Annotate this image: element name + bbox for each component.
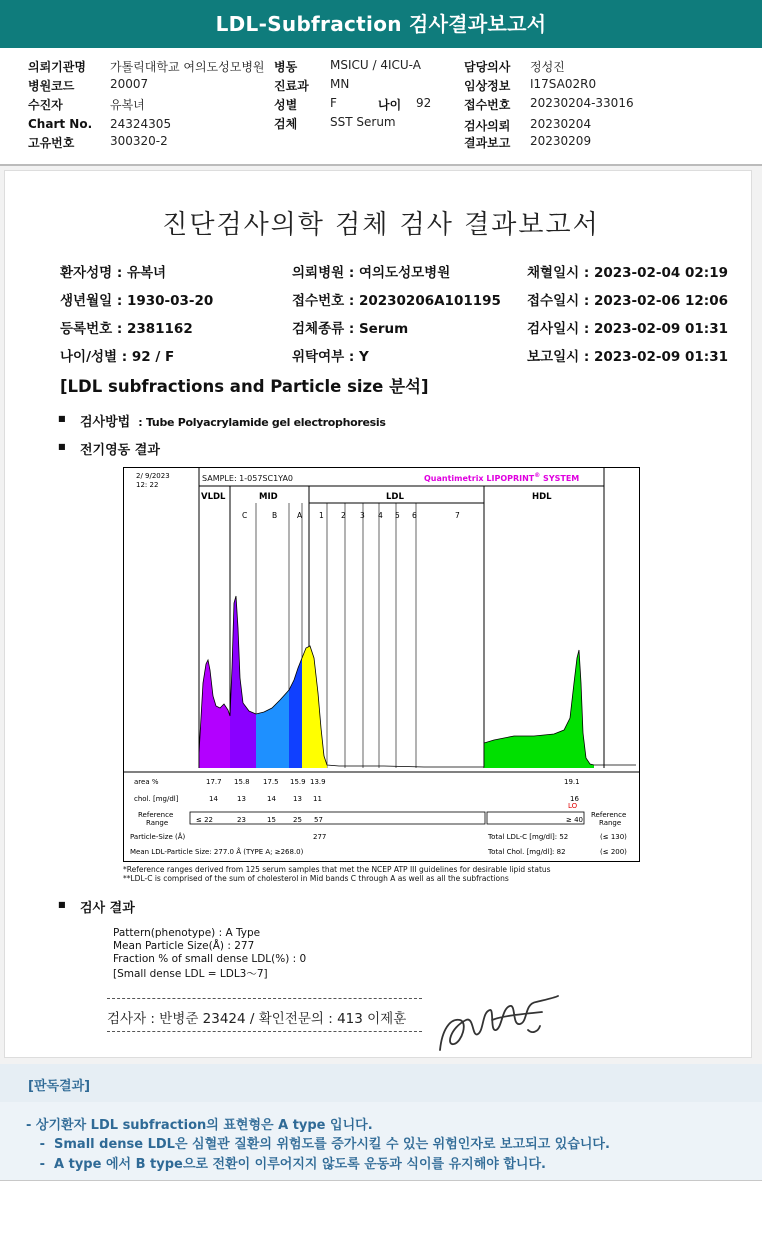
section-title: [LDL subfractions and Particle size 분석] [60,377,429,396]
interpretation-header [0,1064,762,1102]
ref-value: 25 [293,816,302,824]
row-label-ref-2: Range [146,819,169,827]
total-chol-ref: (≤ 200) [600,848,627,856]
field-receipt-time: 접수일시 : 2023-02-06 12:06 [527,293,728,309]
hdr-label-hospital-code: 병원코드 [28,79,75,93]
signature-text: 검사자 : 반병준 23424 / 확인전문의 : 413 이제훈 [107,1011,407,1027]
hdr-label-age: 나이 [378,98,402,112]
chart-date: 2/ 9/2023 [136,472,170,480]
chart-time: 12: 22 [136,481,159,489]
area-value: 17.7 [206,778,222,786]
title-bar [0,0,762,48]
field-specimen-type: 검체종류 : Serum [292,321,409,337]
electro-label: 전기영동 결과 [80,443,160,458]
hdr-value-age: 92 [416,96,432,110]
method-value-prefix: : [134,416,146,429]
result-label: 검사 결과 [80,901,135,916]
chart-sample: SAMPLE: 1-057SC1YA0 [202,474,294,483]
right-ref-label-1: Reference [591,811,627,819]
hdr-label-ward: 병동 [274,60,298,74]
result-bullet [80,897,135,916]
row-label-mean: Mean LDL-Particle Size: 277.0 Å (TYPE A; ≥268.0) [130,848,304,856]
subband-label-B: B [272,511,278,520]
ref-value: ≤ 22 [196,816,213,824]
field-registration-number: 등록번호 : 2381162 [60,321,193,337]
hdr-label-clinical-info: 임상정보 [464,79,511,93]
hdr-label-unique-no: 고유번호 [28,136,75,150]
field-receipt-number: 접수번호 : 20230206A101195 [292,293,501,309]
right-ref-label-2: Range [599,819,622,827]
hdr-label-request-date: 검사의뢰 [464,119,511,133]
area-value: 15.9 [290,778,306,786]
densitometry-curve [199,596,636,768]
area-value: 13.9 [310,778,326,786]
total-ldl: Total LDL-C [mg/dl]: 52 [488,833,569,841]
hdr-label-sex: 성별 [274,98,298,112]
result-pattern: Pattern(phenotype) : A Type [113,927,261,939]
hdr-value-specimen: SST Serum [330,115,396,129]
hdr-value-sex: F [330,96,337,110]
band-hdl [484,650,594,768]
result-mean-size: Mean Particle Size(Å) : 277 [113,940,255,952]
signature-line-bottom [107,1031,422,1032]
row-label-psize: Particle-Size (Å) [130,833,186,841]
subband-labels [242,511,460,520]
chart-brand [424,472,579,483]
band-vldl [199,660,230,768]
band-mid-c [230,596,256,768]
field-referral: 위탁여부 : Y [292,349,369,365]
interpretation-line-1: - 상기환자 LDL subfraction의 표현형은 A type 입니다. [26,1118,373,1133]
ref-value: 15 [267,816,276,824]
brand-name: Quantimetrix LIPOPRINT [424,474,535,483]
hdr-value-doctor: 정성진 [530,60,565,74]
hdr-value-chart-no: 24324305 [110,117,172,131]
row-label-ref-1: Reference [138,811,174,819]
group-ldl: LDL [386,492,404,502]
hdr-value-hospital-code: 20007 [110,77,149,91]
field-patient-name: 환자성명 : 유복녀 [60,265,167,281]
method-value: Tube Polyacrylamide gel electrophoresis [145,416,386,429]
table-values [196,778,580,824]
ref-value: 23 [237,816,246,824]
psize-value: 277 [313,833,327,841]
hdr-value-department: MN [330,77,350,91]
hdr-label-receipt-no: 접수번호 [464,98,511,112]
field-birth-date: 생년월일 : 1930-03-20 [60,293,214,309]
subband-label-3: 3 [360,511,365,520]
hdr-value-request-date: 20230204 [530,117,592,131]
chol-value: 13 [237,795,246,803]
result-small-dense-fraction: Fraction % of small dense LDL(%) : 0 [113,953,307,965]
field-test-time: 검사일시 : 2023-02-09 01:31 [527,321,728,337]
hdr-label-department: 진료과 [274,79,309,93]
subband-label-7: 7 [455,511,460,520]
hdr-value-clinical-info: I17SA02R0 [530,77,597,91]
area-value: 15.8 [234,778,250,786]
report-title: 진단검사의학 검체 검사 결과보고서 [162,210,600,240]
total-chol: Total Chol. [mg/dl]: 82 [488,848,566,856]
group-vldl: VLDL [201,492,226,502]
result-small-dense-def: [Small dense LDL = LDL3～7] [113,968,268,980]
hdr-value-receipt-no: 20230204-33016 [530,96,634,110]
subband-label-5: 5 [395,511,400,520]
method-bullet [80,411,386,430]
chol-value: 13 [293,795,302,803]
hdr-value-patient: 유복녀 [110,98,145,112]
ref-value: 57 [314,816,323,824]
interpretation-line-3: - A type 에서 B type으로 전환이 이루어지지 않도록 운동과 식이를 유지해야 합니다. [26,1157,546,1172]
hdr-label-report-date: 결과보고 [464,136,511,150]
chol-value: 16 [570,795,579,803]
hdr-label-specimen: 검체 [274,117,298,131]
hdr-label-chart-no: Chart No. [28,117,93,131]
field-requesting-hospital: 의뢰병원 : 여의도성모병원 [292,265,451,281]
interpretation-line-2: - Small dense LDL은 심혈관 질환의 위험도를 증가시킬 수 있는 위험인자로 보고되고 있습니다. [26,1137,610,1152]
total-ldl-ref: (≤ 130) [600,833,627,841]
subband-label-2: 2 [341,511,346,520]
chol-value: 11 [313,795,322,803]
electrophoresis-svg [124,468,639,861]
subband-label-6: 6 [412,511,417,520]
hdr-value-unique-no: 300320-2 [110,134,168,148]
area-value: 17.5 [263,778,279,786]
hdr-label-doctor: 담당의사 [464,60,511,74]
hdr-label-patient: 수진자 [28,98,63,112]
subband-label-A: A [297,511,303,520]
field-age-sex: 나이/성별 : 92 / F [60,349,175,365]
brand-tail: SYSTEM [540,474,580,483]
interpretation-title: [판독결과] [28,1079,91,1094]
handwritten-signature [432,990,562,1056]
ref-range-box [190,812,485,824]
footnote-reference: *Reference ranges derived from 125 serum samples that met the NCEP ATP III guidelines for desirable lipid status [123,865,551,874]
hdr-value-institution: 가톨릭대학교 여의도성모병원 [110,60,265,74]
hdr-label-institution: 의뢰기관명 [28,60,86,74]
area-value: 19.1 [564,778,580,786]
signature-line-top [107,998,422,999]
hdr-value-report-date: 20230209 [530,134,592,148]
group-hdl: HDL [532,492,552,502]
subband-label-4: 4 [378,511,383,520]
band-mid-b [256,690,289,768]
field-report-time: 보고일시 : 2023-02-09 01:31 [527,349,728,365]
brand-reg: ® [534,472,541,479]
row-label-chol: chol. [mg/dl] [134,795,179,803]
field-collection-time: 채혈일시 : 2023-02-04 02:19 [527,265,728,281]
report-header-title: LDL-Subfraction 검사결과보고서 [215,12,547,36]
subband-label-1: 1 [319,511,324,520]
chol-value: 14 [209,795,218,803]
row-label-area: area % [134,778,159,786]
group-mid: MID [259,492,278,502]
chol-value: 14 [267,795,276,803]
footnote-ldl-c: **LDL-C is comprised of the sum of cholesterol in Mid bands C through A as well as all the subfractions [123,874,509,883]
hdr-value-ward: MSICU / 4ICU-A [330,58,421,72]
electro-bullet [80,439,160,458]
hdl-ref-value: ≥ 40 [566,816,583,824]
hdl-flag: LO [568,802,578,810]
electrophoresis-chart [123,467,640,862]
method-label: 검사방법 [80,415,131,430]
subband-label-C: C [242,511,248,520]
